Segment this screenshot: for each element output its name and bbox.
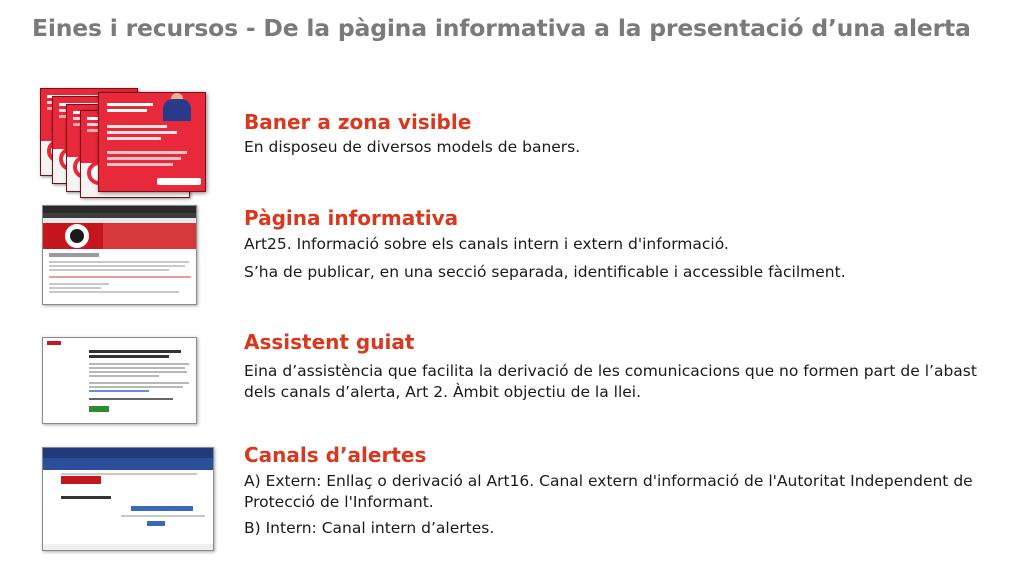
section-text-banner: En disposeu de diversos models de baners.	[244, 138, 581, 156]
section-heading-banner: Baner a zona visible	[244, 110, 472, 134]
banner-stack-image	[40, 88, 210, 194]
slide-title: Eines i recursos - De la pàgina informativa a la presentació d’una alerta	[32, 14, 971, 42]
section-text-informative-page-1: Art25. Informació sobre els canals intern i extern d'informació.	[244, 235, 729, 253]
section-heading-guided-assistant: Assistent guiat	[244, 330, 415, 354]
section-text-guided-assistant: Eina d’assistència que facilita la derivació de les comunicacions que no formen part de l’abast dels canals d’alerta, Art 2. Àmbit objectiu de la llei.	[244, 362, 977, 401]
section-text-alert-channels-2: B) Intern: Canal intern d’alertes.	[244, 519, 495, 537]
section-text-alert-channels-1: A) Extern: Enllaç o derivació al Art16. Canal extern d'informació de l'Autoritat Independent de Protecció de l'Informant.	[244, 472, 973, 511]
section-text-informative-page-2: S’ha de publicar, en una secció separada, identificable i accessible fàcilment.	[244, 263, 846, 281]
assistant-screenshot-image	[42, 337, 197, 424]
section-heading-alert-channels: Canals d’alertes	[244, 443, 427, 467]
channels-screenshot-image	[42, 447, 214, 551]
banner-front-card	[98, 92, 206, 192]
webpage-screenshot-image	[42, 205, 197, 305]
section-heading-informative-page: Pàgina informativa	[244, 206, 459, 230]
